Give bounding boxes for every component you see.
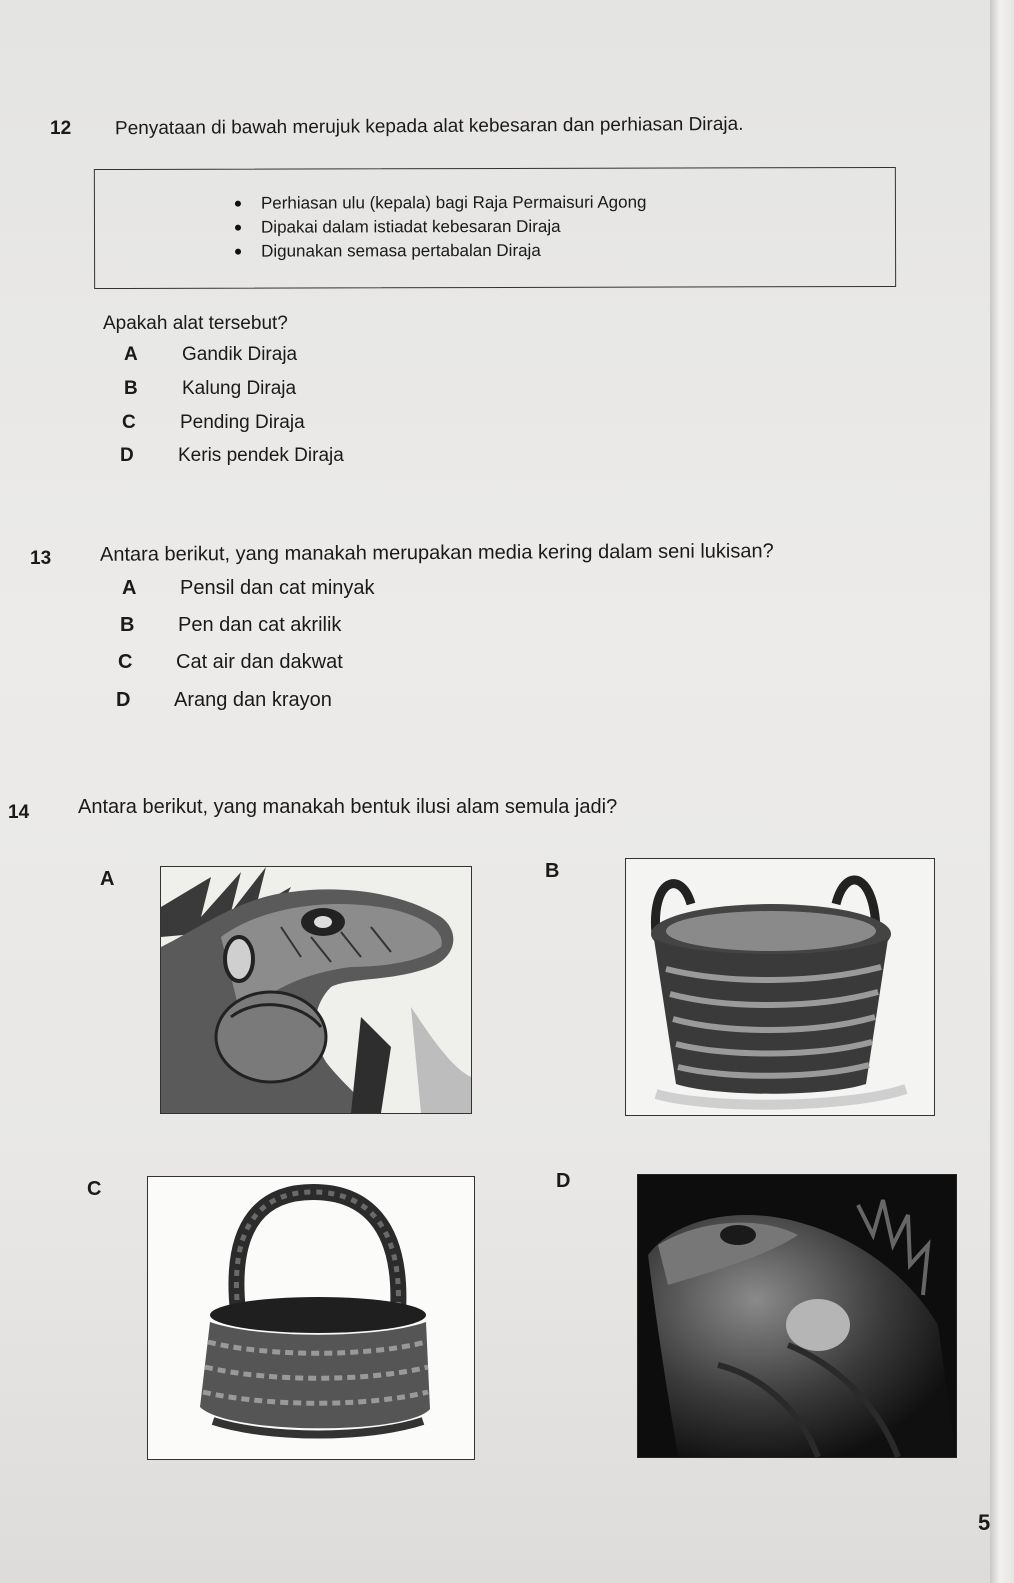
q12-number: 12 xyxy=(50,118,72,139)
q14-option-b-label: B xyxy=(545,860,560,882)
q13-option-d[interactable]: D Arang dan krayon xyxy=(116,689,332,711)
basket-photo-icon xyxy=(148,1177,474,1459)
q14-number: 14 xyxy=(8,802,30,823)
q13-option-c[interactable]: C Cat air dan dakwat xyxy=(118,651,343,673)
bullet-icon xyxy=(235,201,241,207)
q13-option-b[interactable]: B Pen dan cat akrilik xyxy=(120,614,342,636)
q12-option-d[interactable]: D Keris pendek Diraja xyxy=(120,445,344,466)
q12-statement-box xyxy=(94,167,896,289)
basket-drawing-icon xyxy=(626,859,934,1115)
q13-stem: Antara berikut, yang manakah merupakan media kering dalam seni lukisan? xyxy=(99,540,774,566)
q12-statement-1: Perhiasan ulu (kepala) bagi Raja Permaisuri Agong xyxy=(235,191,647,216)
q14-option-b-image[interactable] xyxy=(625,858,935,1116)
q12-option-a[interactable]: A Gandik Diraja xyxy=(124,344,298,365)
q13-option-a[interactable]: A Pensil dan cat minyak xyxy=(122,577,375,599)
page-number: 5 xyxy=(978,1510,991,1535)
q14-option-a-image[interactable] xyxy=(160,866,472,1114)
q12-option-c[interactable]: C Pending Diraja xyxy=(122,412,305,433)
q14-option-c-label: C xyxy=(87,1178,102,1200)
q12-question: Apakah alat tersebut? xyxy=(103,313,288,334)
q14-option-d-label: D xyxy=(556,1170,571,1192)
q13-number: 13 xyxy=(30,548,52,569)
q14-option-d-image[interactable] xyxy=(637,1174,957,1458)
q12-option-b[interactable]: B Kalung Diraja xyxy=(124,378,297,399)
iguana-photo-icon xyxy=(638,1175,956,1457)
q12-stem: Penyataan di bawah merujuk kepada alat kebesaran dan perhiasan Diraja. xyxy=(114,113,744,140)
q14-stem: Antara berikut, yang manakah bentuk ilusi alam semula jadi? xyxy=(78,796,618,818)
q14-option-a-label: A xyxy=(100,868,115,890)
iguana-drawing-icon xyxy=(161,867,471,1113)
q14-option-c-image[interactable] xyxy=(147,1176,475,1460)
bullet-icon xyxy=(235,225,241,231)
q12-statement-3: Digunakan semasa pertabalan Diraja xyxy=(235,239,647,264)
bullet-icon xyxy=(235,249,241,255)
page-edge xyxy=(990,0,1014,1583)
q12-statement-2: Dipakai dalam istiadat kebesaran Diraja xyxy=(235,215,647,240)
